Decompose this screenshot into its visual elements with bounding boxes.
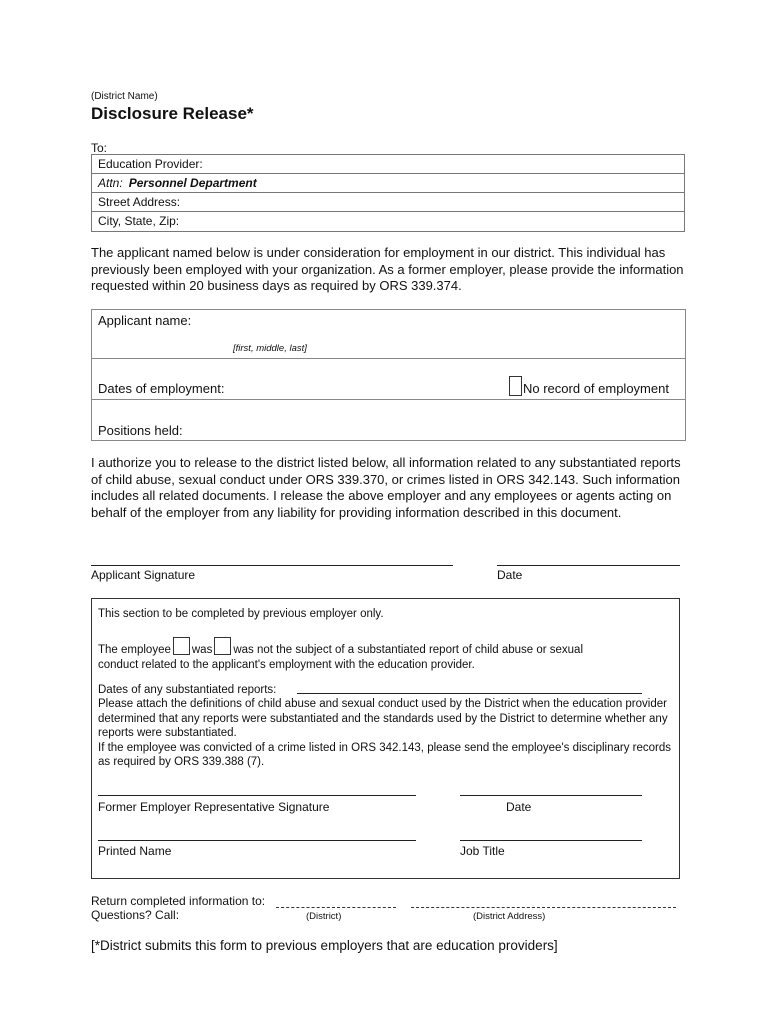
applicant-signature-line[interactable] <box>91 565 453 566</box>
convicted-instructions: If the employee was convicted of a crime listed in ORS 342.143, please send the employee's disciplinary records as required by ORS 339.388 (7). <box>98 741 672 769</box>
attn-value: Personnel Department <box>128 176 257 190</box>
district-line[interactable] <box>276 907 396 908</box>
job-title-line[interactable] <box>460 840 642 841</box>
rep-signature-line[interactable] <box>98 795 416 796</box>
district-sublabel: (District) <box>306 911 342 922</box>
dates-reports-label: Dates of any substantiated reports: <box>98 684 277 696</box>
applicant-table <box>91 309 686 441</box>
city-state-zip-label: City, State, Zip: <box>98 214 180 228</box>
was-not-checkbox[interactable] <box>214 637 231 655</box>
district-address-line[interactable] <box>411 907 676 908</box>
questions-label: Questions? Call: <box>91 908 180 922</box>
dates-of-employment-label: Dates of employment: <box>98 381 225 396</box>
district-address-sublabel: (District Address) <box>473 911 546 922</box>
rep-date-label: Date <box>506 800 532 814</box>
was-checkbox[interactable] <box>173 637 190 655</box>
was-label: was <box>191 644 213 656</box>
positions-held-label: Positions held: <box>98 423 183 438</box>
applicant-name-label: Applicant name: <box>98 313 192 328</box>
employer-section-box <box>91 598 680 879</box>
attn-label: Attn: <box>98 176 123 190</box>
applicant-date-label: Date <box>497 568 523 582</box>
table-divider <box>92 399 685 400</box>
dates-reports-line[interactable] <box>297 693 642 694</box>
district-name-placeholder: (District Name) <box>91 91 158 102</box>
rep-date-line[interactable] <box>460 795 642 796</box>
no-record-label: No record of employment <box>523 381 669 396</box>
status-prefix: The employee <box>98 644 171 656</box>
applicant-name-hint: [first, middle, last] <box>233 343 307 354</box>
printed-name-line[interactable] <box>98 840 416 841</box>
table-divider <box>92 358 685 359</box>
applicant-date-line[interactable] <box>497 565 680 566</box>
city-state-zip-field[interactable] <box>92 212 684 231</box>
return-label: Return completed information to: <box>91 894 266 908</box>
education-provider-label: Education Provider: <box>98 157 203 171</box>
no-record-checkbox[interactable] <box>509 376 522 396</box>
was-not-text: was not the subject of a substantiated report of child abuse or sexual <box>233 644 584 656</box>
rep-signature-label: Former Employer Representative Signature <box>98 800 330 814</box>
attach-instructions: Please attach the definitions of child abuse and sexual conduct used by the District when the education provider determined that any reports were substantiated and the standards used by the District to determine whether any reports were substantiated. <box>98 698 668 740</box>
employer-section-intro: This section to be completed by previous employer only. <box>98 608 384 620</box>
recipient-table <box>91 154 685 232</box>
printed-name-label: Printed Name <box>98 844 172 858</box>
education-provider-field[interactable] <box>92 155 684 174</box>
street-address-field[interactable] <box>92 193 684 212</box>
attn-field <box>92 174 684 193</box>
street-address-label: Street Address: <box>98 195 181 209</box>
authorization-paragraph: I authorize you to release to the district listed below, all information related to any substantiated reports of child abuse, sexual conduct under ORS 339.370, or crimes listed in ORS 342.143. Such information includes all related documents. I release the above employer and any employees or agents acting on behalf of the employer from any liability for providing information described in this document. <box>91 455 681 520</box>
job-title-label: Job Title <box>460 844 505 858</box>
status-line-2: conduct related to the applicant's employment with the education provider. <box>98 658 475 671</box>
to-label: To: <box>91 141 108 155</box>
employer-instructions <box>98 697 678 770</box>
applicant-signature-label: Applicant Signature <box>91 568 196 582</box>
page-title: Disclosure Release* <box>91 104 254 123</box>
intro-paragraph: The applicant named below is under consideration for employment in our district. This individual has previously been employed with your organization. As a former employer, please provide the information requested within 20 business days as required by ORS 339.374. <box>91 245 684 293</box>
footer-note: [*District submits this form to previous employers that are education providers] <box>91 938 558 953</box>
employee-status-statement <box>98 637 583 672</box>
